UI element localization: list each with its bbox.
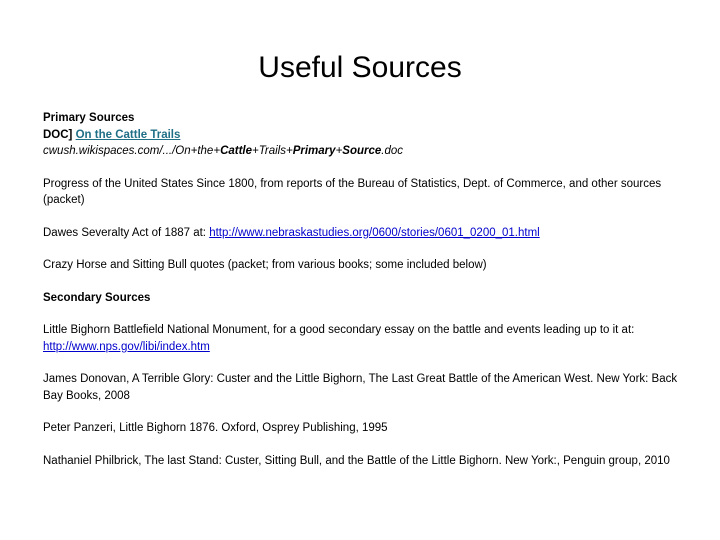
spacer: [43, 274, 683, 290]
crazy-horse-source: Crazy Horse and Sitting Bull quotes (packet; from various books; some included below): [43, 259, 487, 271]
doc-line: [43, 127, 683, 144]
secondary-sources-heading: Secondary Sources: [43, 291, 151, 304]
progress-source: Progress of the United States Since 1800, from reports of the Bureau of Statistics, Dept. of Commerce, and other sources (packet): [43, 177, 662, 206]
dawes-source: [43, 225, 683, 242]
doc-url-part: cwush.wikispaces.com/.../On+the+: [43, 145, 221, 157]
sources-body: [43, 110, 683, 469]
doc-url-part: Cattle: [220, 145, 253, 157]
donovan-source: James Donovan, A Terrible Glory: Custer and the Little Bighorn, The Last Great Battle of the American West. New York: Back Bay Books, 2008: [43, 373, 678, 402]
cattle-trails-link[interactable]: On the Cattle Trails: [75, 128, 181, 141]
bighorn-link-line: [43, 339, 683, 356]
bighorn-source: Little Bighorn Battlefield National Monument, for a good secondary essay on the battle and events leading up to it at:: [43, 324, 635, 336]
spacer: [43, 437, 683, 453]
spacer: [43, 355, 683, 371]
doc-url-part: Primary: [292, 145, 336, 157]
panzeri-source: Peter Panzeri, Little Bighorn 1876. Oxford, Osprey Publishing, 1995: [43, 422, 388, 434]
spacer: [43, 160, 683, 176]
spacer: [43, 241, 683, 257]
nps-link[interactable]: http://www.nps.gov/libi/index.htm: [43, 340, 210, 353]
spacer: [43, 306, 683, 322]
doc-prefix: DOC]: [43, 128, 73, 141]
slide-title: Useful Sources: [258, 51, 462, 84]
doc-url-part: +: [335, 145, 343, 157]
spacer: [43, 209, 683, 225]
nebraska-studies-link[interactable]: http://www.nebraskastudies.org/0600/stories/0601_0200_01.html: [209, 226, 540, 239]
doc-url-part: .doc: [381, 145, 404, 157]
doc-url-part: Source: [342, 145, 382, 157]
spacer: [43, 404, 683, 420]
dawes-text: Dawes Severalty Act of 1887 at:: [43, 226, 210, 239]
primary-sources-heading: Primary Sources: [43, 112, 135, 124]
doc-url-part: +Trails+: [252, 145, 293, 157]
philbrick-source: Nathaniel Philbrick, The last Stand: Custer, Sitting Bull, and the Battle of the Little Bighorn. New York:, Penguin group, 2010: [43, 454, 670, 467]
doc-url: [43, 143, 683, 160]
